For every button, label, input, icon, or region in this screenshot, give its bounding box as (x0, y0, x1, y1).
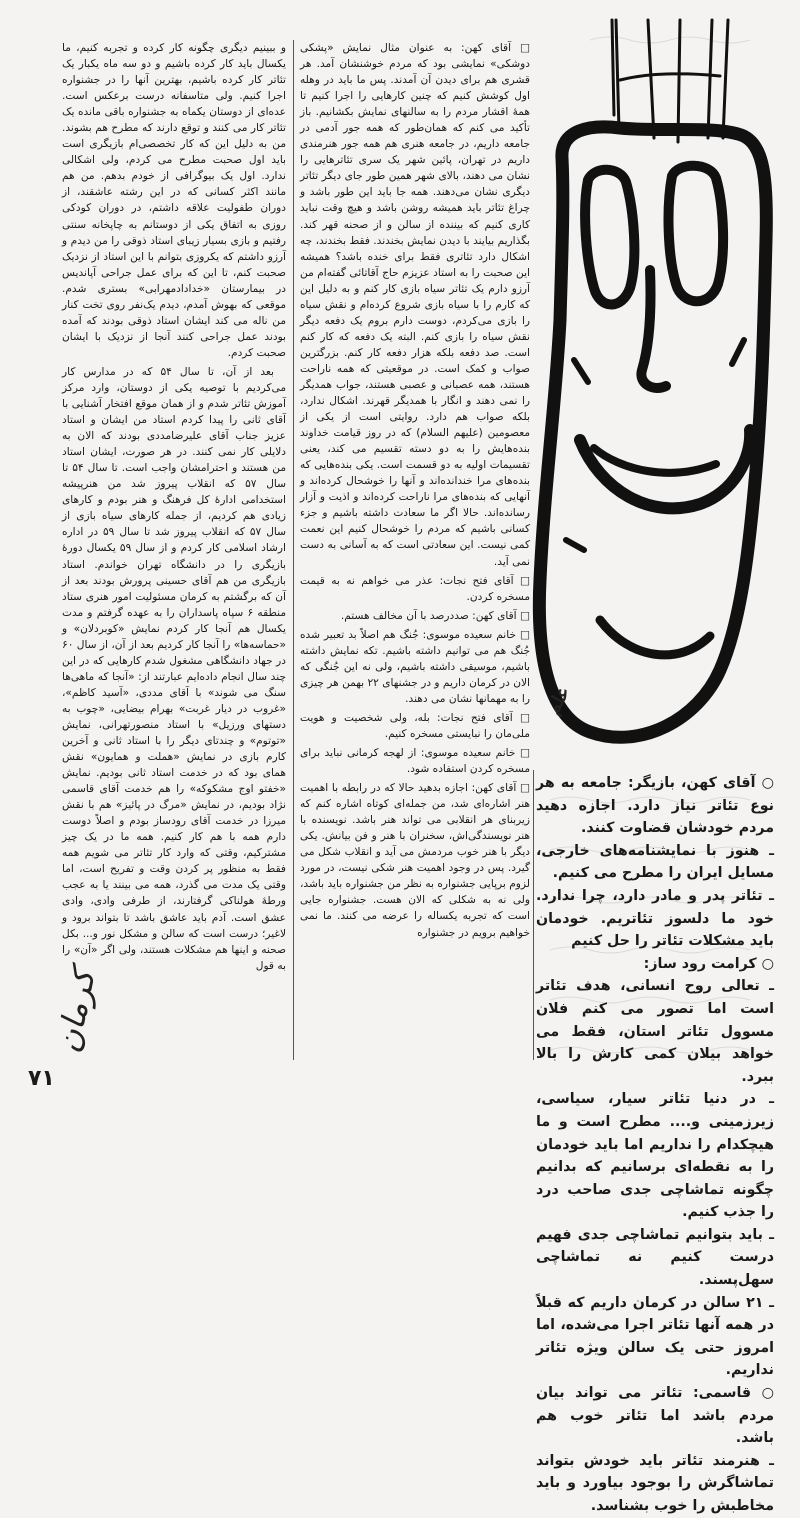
paragraph: بعد از آن، تا سال ۵۴ که در مدارس کار می‌کردیم با توصیه یکی از دوستان، وارد مرکز آموزش تئاتر شدم و از همان موقع افتخار آشنایی با آقای ثانی را پیدا کردم استاد من ایشان و استاد عزیز جناب آقای علیرضامددی بودند که الان به دلایلی کار نمی کنند. در هر صورت، ایشان استاد من هستند و احترامشان واجب است. تا سال ۵۴ تا سال ۵۷ که انقلاب پیروز شد من هنرپیشه استخدامی ادارهٔ کل فرهنگ و هنر بودم و کارهای زیادی هم کردیم، از جمله کارهای سیاه بازی از سال ۵۷ که انقلاب پیروز شد تا سال ۵۹ در اداره ارشاد اسلامی کار کردم و از سال ۵۹ یکسال دورهٔ بازیگری را در دانشگاه تهران خواندم. استاد بازیگری من هم آقای حسینی پرورش بودند بعد از آن که برگشتم به کرمان مسئولیت امور هنری ستاد منطقه ۶ سپاه پاسداران را به عهده گرفتم و مدت یکسال هم آنجا کار کردم نمایش «کوبردلان» و «حماسه‌ها» را آنجا کار کردیم بعد از آن، از سال ۶۰ در جهاد دانشگاهی مشغول شدم کارهایی که در این چند سال انجام داده‌ایم عبارتند از: «آنجا که ماهی‌ها سنگ می شوند» با آقای مددی، «آسید کاظم»، «غروب در دیار غربت» بهرام بیضایی، «چوب به دستهای ورزیل» با استاد منصورتهرانی، نمایش «توتوم» و چندتای دیگر را با استاد ثانی و آخرین کارم بازی در نمایش «هملت و همایون» نقش همای بود که در خدمت استاد ثانی بودیم. نمایش «خفتو اوج مشکوکه» را هم خدمت آقای قاسمی نژاد بودیم، در نمایش «مرگ در پائیز» هم با نقش میرزا در خدمت آقای رودساز بودم و اصلاً دوست دارم همه با هم کار کنیم. همه ما در یک چیز مشترکیم، وقتی که وارد کار تئاتر می شویم همه فقط به منظور پر کردن وقت و تفریح است، اما وقتی یک مدت می گذرد، همه می بینند یا به عجب ورطهٔ هولناکی گرفتارند، از طرفی وادی، وادی عشق است. آدم باید عاشق باشد تا بتواند برود و لاغیر؛ درست است که سالن و مشکل نور و... بکل صحنه و اینها هم مشکلات هستند، ولی اگر «آن» را به قول (62, 365, 287, 972)
paragraph: ـ ۲۱ سالن در کرمان داریم که قبلاً در همه آنها تئاتر اجرا می‌شده، اما امروز حتی یک سالن ویژه تئاتر نداریم. (536, 1294, 774, 1379)
paragraph: □ آقای فتح نجات: بله، ولی شخصیت و هویت ملی‌مان را نبایستی مسخره کنیم. (300, 711, 530, 740)
paragraph: ـ باید بتوانیم تماشاچی جدی فهیم درست کنیم نه تماشاچی سهل‌پسند. (536, 1226, 774, 1289)
column-divider (533, 770, 534, 1060)
paragraph: ـ تئاتر پدر و مادر دارد، چرا ندارد. خود ما دلسوز تئاتریم. خودمان باید مشکلات تئاتر را حل کنیم (536, 887, 774, 950)
mask-illustration (530, 20, 775, 765)
paragraph: ـ در دنیا تئاتر سیار، سیاسی، زیرزمینی و.... مطرح است و ما هیچکدام را نداریم اما باید خودمان را به نقطه‌ای برسانیم که بدانیم چگونه تماشاچی جدی صاحب درد را جذب کنیم. (536, 1091, 774, 1221)
magazine-brand: کرمان (48, 966, 103, 1056)
paragraph: □ آقای کهن: صددرصد با آن مخالف هستم. (340, 609, 530, 622)
artist-signature: علم (542, 682, 575, 719)
middle-column (300, 40, 530, 1060)
paragraph: □ آقای فتح نجات: عذر می خواهم نه به قیمت مسخره کردن. (300, 574, 530, 603)
column-divider (293, 40, 294, 1060)
paragraph: ـ تعالی روح انسانی، هدف تئاتر است اما تصور می کنم فلان مسوول تئاتر استان، فقط می خواهد بیلان کمی کارش را بالا ببرد. (536, 978, 774, 1085)
paragraph: ○ قاسمی: تئاتر می تواند بیان مردم باشد اما تئاتر خوب هم باشد. (536, 1385, 774, 1447)
paragraph: □ آقای کهن: به عنوان مثال نمایش «پشکی دوشکی» نمایشی بود که مردم خوشنشان آمد. هر قشری هم برای دیدن آن آمدند. پس ما باید در وهله اول کوشش کنیم که چنین کارهایی را اجرا کنیم تا همهٔ اقشار مردم را به سالنهای نمایش بکشانیم. باز تأکید می کنم که همان‌طور که همه جور آدمی در جامعه داریم، در جامعه هنری هم همه جور هنرمندی داریم در تهران، پائین شهر یک سری تئاترهایی را نشان می دهند، بالای شهر همین طور جای دیگر تئاتر دیگری نشان می‌دهند. همه جا باید این طور باشد و چراغ تئاتر باید همیشه روشن باشد و هیچ وقت نباید کاری کنیم که بیننده از سالن و از صحنه قهر کند. بگذاریم بیایند با دیدن نمایش بخندند. فقط بخندند، چه اشکال دارد تئاتری فقط برای خنده باشد؟ همیشه این صحبت را به استاد عزیزم حاج آقاتائی گفته‌ام من آرزو دارم یک تئاتر سیاه بازی کار کنم و به دلیل این که کارم را با سیاه بازی شروع کرده‌ام و نقش سیاه را بازی می‌کردم، دوست دارم بروم یک دفعه دیگر نقش سیاه را بازی کنم. البته یک دفعه که کار کنم است. صد دفعه بلکه هزار دفعه کار کنم. بزرگترین صواب و کمک است. در موقعیتی که همه ناراحت هستند، همه عصبانی و عصبی هستند، جواب همدیگر را نمی دهند و انگار با همدیگر قهرند. اشکال ندارد، بلکه صواب هم دارد. روایتی است از یکی از معصومین (علیهم السلام) که در روز قیامت خداوند بنده‌هایش را به دو دسته تقسیم می کند، یعنی تقسیمات اولیه به دو قسمت است. یکی بنده‌هایی که بنده‌های مرا خندانده‌اند و آنها را خوشحال کرده‌اند و آنهایی که بنده‌های مرا ناراحت کرده‌اند و اذیت و آزار رسانده‌اند. حالا اگر ما سعادت داشته باشیم و جزء کسانی باشیم که مردم را خوشحال کنیم این نعمت کمی نیست. این سعادتی است که به آسانی به دست نمی آید. (300, 42, 530, 568)
paragraph: □ خانم سعیده موسوی: از لهجه کرمانی نباید برای مسخره کردن استفاده شود. (300, 747, 530, 776)
paragraph: و ببینیم دیگری چگونه کار کرده و تجربه کنیم، ما یکسال باید کار کرده باشیم و دو سه ماه یکبار یک تئاتر کار کرده باشیم، بهترین آنها را در جشنواره اجرا کنیم. ولی متاسفانه درست برعکس است. عده‌ای از دوستان یکماه به جشنواره باقی مانده یک تئاتر کار می کنند و توقع دارند که مطرح هم بشوند. من به دلیل این که کار تخصصی‌ام بازیگری است باید اول صحبت مطرح می کردم، ولی اشکالی ندارد. اول یک بیوگرافی از خودم بدهم. من هم مانند اکثر کسانی که در این رشته عاشقند، از دوران طفولیت علاقه داشتم، در دوران کودکی روزی به اتفاق یکی از دوستانم به چاپخانه سنتی رفتیم و بازی بسیار زیبای استاد ذوقی را من دیدم و آرزو داشتم که یکروزی بتوانم با این استاد از نزدیک صحبت کنم، تا این که برای عمل جراحی آپاندیس در بیمارستان «خداداد‌مهرابی» بستری شدم. موقعی که بهوش آمدم، دیدم یک‌نفر روی تخت کنار من ناله می کند ایشان استاد ذوقی بودند که آمده بودند عمل جراحی کنند آنجا از نزدیک با ایشان صحبت کردم. (62, 42, 286, 359)
paragraph: ○ آقای کهن، بازیگر: جامعه به هر نوع تئاتر نیاز دارد. اجازه دهید مردم خودشان قضاوت کنند. (536, 775, 774, 837)
page-number: ۷۱ (28, 1066, 55, 1091)
paragraph: ـ هنوز با نمایشنامه‌های خارجی، مسایل ایران را مطرح می کنیم. (536, 842, 774, 882)
paragraph: ○ کرامت رود ساز: (643, 955, 774, 972)
left-column (62, 40, 286, 1060)
paragraph: □ خانم سعیده موسوی: جُنگ هم اصلاً بد تعبیر شده جُنگ هم می توانیم داشته باشیم. تکه نمایش داشته باشیم، موسیقی داشته باشیم، ولی نه این جُنگی که الان در کرمان داریم و در جشنهای ۲۲ بهمن هر چیزی را به مهمانها نشان می دهند. (300, 628, 530, 705)
paragraph: □ آقای کهن: اجازه بدهید حالا که در رابطه با اهمیت هنر اشاره‌ای شد، من جمله‌ای کوتاه اشاره کنم که زیربنای هر انقلابی می تواند هنر باشد. نویسنده با هنر نویسندگی‌اش، سخنران با هنر و فن بیانش. یکی دیگر با هنر خوب مردمش می آید و انقلاب شکل می گیرد. پس در وجود اهمیت هنر شکی نیست، در مورد لزوم برپایی جشنواره به نظر من جشنواره باید باشد، ولی نه به شکلی که الان هست. جشنواره جایی است که تجربه یکساله را عرضه می کنند. ما نمی خواهیم برویم در جشنواره (300, 782, 530, 939)
paragraph: ـ هنرمند تئاتر باید خودش بتواند تماشاگرش را بوجود بیاورد و باید مخاطبش را خوب بشناسد. (536, 1452, 774, 1514)
right-column (536, 772, 774, 1514)
